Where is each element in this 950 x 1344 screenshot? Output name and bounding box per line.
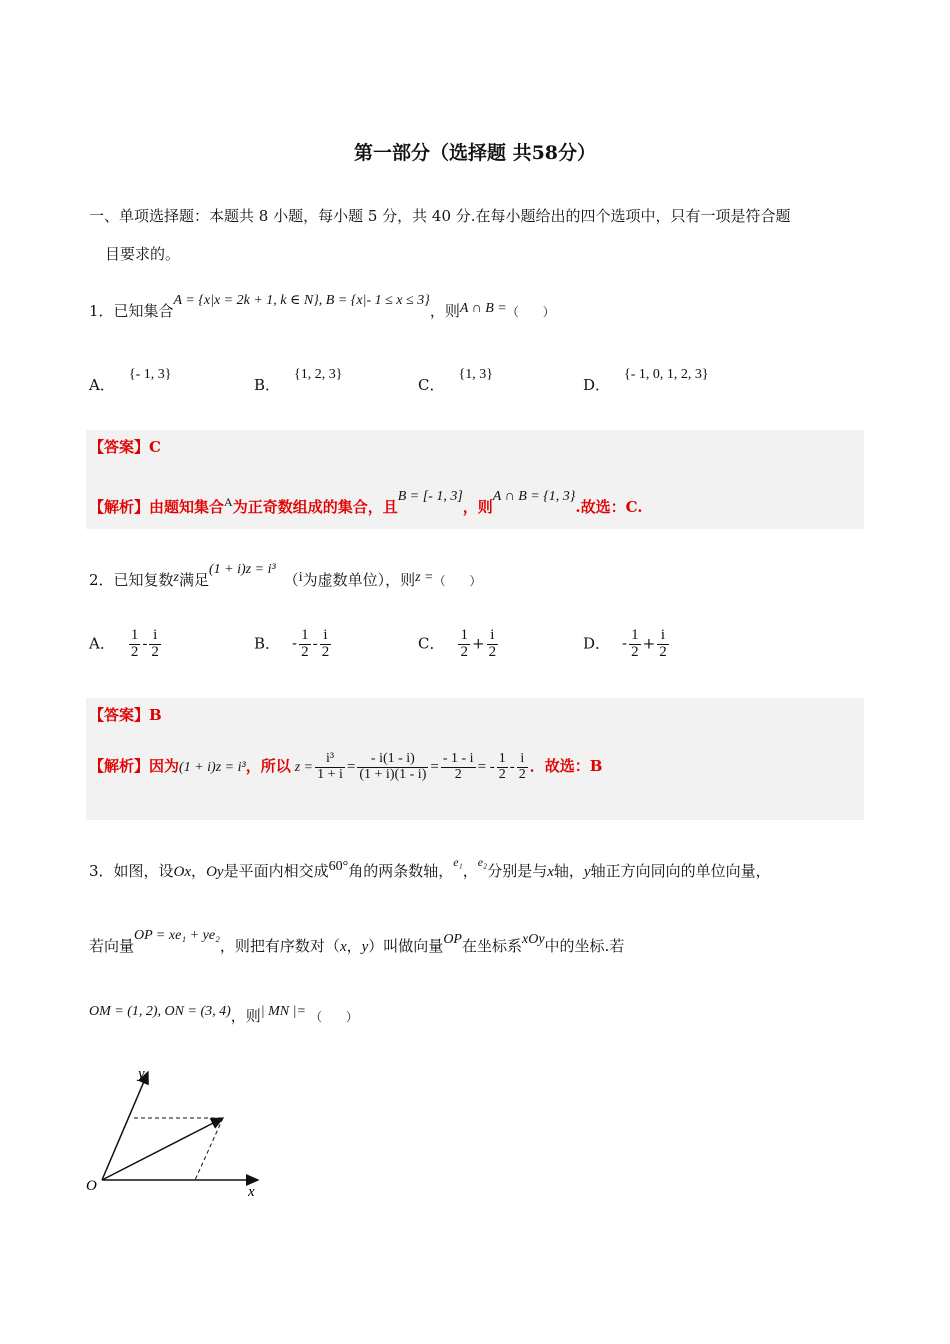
fig-y-label: y [138,1066,145,1082]
q1-option-c[interactable] [418,367,493,395]
denominator: 2 [498,766,506,782]
q2-stem [89,562,482,590]
numerator: 1 [498,751,506,766]
dashed-line [195,1118,223,1180]
sign: - [292,634,298,653]
q2-text: （ [283,571,299,589]
fraction [320,628,332,661]
denominator: 2 [460,643,468,660]
q2-option-d[interactable] [583,628,671,661]
q3-e1: e₁ [453,855,463,869]
q3-text: ）叫做向量 [368,937,444,955]
fraction [299,628,311,661]
q3-op: OP [443,932,462,947]
numerator: 1 [460,627,468,643]
equals: = [430,759,439,776]
q3-op-expr: OP = xe₁ + ye₂ [134,928,220,943]
q3-text: ， [462,862,478,880]
q1-set-a: A = {x|x = 2k + 1, k ∈ N} [173,293,319,308]
q3-text: 角的两条数轴， [348,862,454,880]
q1-option-letter: A． [89,376,115,394]
analysis-label: 【解析】 [89,498,150,516]
q1-option-d[interactable] [583,367,709,395]
denominator: 2 [130,643,139,660]
answer-label: 【答案】 [89,706,150,724]
q3-oy: Oy [206,864,224,880]
analysis-math: (1 + i)z = i³ [179,760,246,776]
q1-then: ，则 [429,302,460,320]
numerator: i [149,628,161,645]
q1-answer [89,436,161,457]
fraction [357,752,428,782]
analysis-math: z = [294,760,314,776]
q2-z-eq: z = [415,570,434,585]
equals: = [346,759,356,776]
q3-e2: e₂ [477,855,488,869]
operator: + [642,634,656,653]
q3-paren: （ ） [309,1010,358,1024]
q3-line-2 [89,928,625,956]
operator: - [142,634,148,653]
q3-text: 若向量 [89,937,135,955]
fraction [149,628,161,661]
q2-paren: （ ） [433,574,482,588]
q3-text: ，则 [230,1007,261,1025]
q2-option-letter: B． [254,634,281,653]
q3-text: 轴正方向同向的单位向量， [590,862,771,880]
q3-text: ， [346,937,362,955]
sign: - [622,634,628,653]
q1-analysis [89,489,643,517]
denominator: 2 [488,643,497,660]
fraction [487,628,499,661]
y-axis [102,1072,148,1180]
q2-equation: (1 + i)z = i³ [209,562,276,577]
q3-x: x [547,864,554,880]
denominator: 2 [301,643,309,660]
answer-value: B [149,706,162,724]
operator: - [509,759,515,776]
q3-figure [80,1060,280,1210]
instruction-line-2: 目要求的。 [105,245,181,263]
q3-text: 是平面内相交成 [223,862,329,880]
fraction [458,628,470,661]
q2-option-letter: D． [583,634,611,653]
analysis-text: ．故选：B [529,757,603,776]
fraction [517,752,528,782]
fraction [629,628,641,661]
q1-option-letter: D． [583,376,611,394]
q3-angle: 60° [328,859,349,874]
q1-option-letter: B． [254,376,281,394]
q2-option-b[interactable] [254,628,333,661]
denominator: 2 [151,643,159,660]
q1-option-value: {- 1, 3} [128,367,172,382]
denominator: 2 [659,643,667,660]
q3-vectors: OM = (1, 2), ON = (3, 4) [89,1004,231,1019]
q1-set-b: , B = {x|- 1 ≤ x ≤ 3} [318,293,430,308]
q1-stem [89,293,555,321]
numerator: i [657,628,669,645]
q3-text: ，则把有序数对（ [219,937,340,955]
numerator: i [320,628,332,645]
q1-option-value: {- 1, 0, 1, 2, 3} [624,367,709,382]
fraction [129,628,141,661]
analysis-text: ，则 [462,498,493,516]
answer-value: C [149,438,161,456]
q2-analysis [89,752,602,782]
numerator: i [487,628,499,645]
answer-label: 【答案】 [89,438,150,456]
vector-op [102,1118,223,1180]
q2-text: 满足 [179,571,210,589]
fig-o-label: O [86,1178,97,1194]
q2-text: 为虚数单位），则 [302,571,416,589]
q2-option-a[interactable] [89,628,163,661]
q3-y: y [361,939,369,955]
q1-option-value: {1, 2, 3} [294,367,343,382]
q3-text: 分别是与 [487,862,548,880]
operator: - [312,634,318,653]
numerator: - i(1 - i) [357,752,428,768]
q1-option-value: {1, 3} [458,367,493,382]
analysis-text: .故选：C. [575,498,643,516]
denominator: 2 [321,643,330,660]
q1-option-b[interactable] [254,367,343,395]
denominator: (1 + i)(1 - i) [359,766,427,782]
q2-number: 2．已知复数 [89,571,174,589]
equals: = - [477,759,495,776]
numerator: i [517,752,528,768]
fraction [441,752,476,782]
analysis-math: B = [- 1, 3] [397,489,463,504]
q2-option-letter: C． [418,634,445,653]
numerator: 1 [130,627,139,643]
analysis-text: 因为 [149,757,180,776]
denominator: 2 [454,766,462,782]
numerator: i³ [315,752,345,768]
fraction [315,752,345,782]
operator: + [471,634,485,653]
q3-text: 3．如图，设 [89,862,174,880]
numerator: 1 [631,627,639,643]
fraction [497,752,508,782]
instruction-line-1: 一、单项选择题：本题共 8 小题，每小题 5 分，共 40 分.在每小题给出的四个选项中，只有一项是符合题 [89,207,791,225]
q2-z: z [173,570,179,585]
q1-paren: （ ） [506,305,555,319]
q3-ox: Ox [173,864,192,880]
q3-text: ， [191,862,207,880]
analysis-label: 【解析】 [89,757,150,776]
q3-line-3 [89,1005,358,1026]
analysis-text: 由题知集合 [149,498,225,516]
analysis-math: A ∩ B = {1, 3} [492,489,576,504]
numerator: 1 [301,627,309,643]
section-title: 第一部分（选择题 共58分） [353,142,597,164]
q2-option-letter: A． [89,634,115,653]
q3-line-1 [89,855,771,881]
q3-text: 轴， [553,862,584,880]
q3-xoy: xOy [522,932,545,947]
fraction [657,628,669,661]
analysis-text: 为正奇数组成的集合，且 [232,498,398,516]
q3-text: 在坐标系 [461,937,522,955]
q1-option-a[interactable] [89,367,172,395]
denominator: 2 [518,766,526,782]
analysis-math: A [224,495,233,509]
q1-number: 1．已知集合 [89,302,174,320]
q3-text: 中的坐标.若 [544,937,625,955]
numerator: - 1 - i [442,751,474,766]
q3-mn: | MN |= [260,1004,306,1019]
q2-option-c[interactable] [418,628,500,661]
q3-y: y [583,864,591,880]
denominator: 2 [631,643,639,660]
q1-option-letter: C． [418,376,445,394]
denominator: 1 + i [317,766,343,782]
fig-x-label: x [248,1184,255,1200]
q2-i: i [298,570,303,585]
q2-answer [89,704,162,725]
q1-expr: A ∩ B = [459,301,507,316]
q3-x: x [339,939,347,955]
analysis-text: ，所以 [245,757,291,776]
